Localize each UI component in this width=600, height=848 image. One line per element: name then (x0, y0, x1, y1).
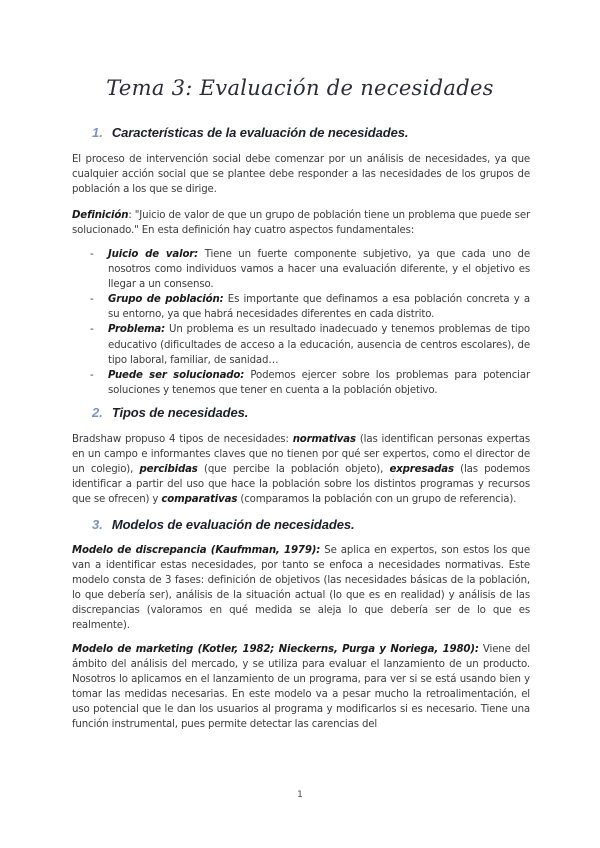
model-label: Modelo de discrepancia (Kaufmman, 1979): (72, 545, 321, 556)
section-title: Modelos de evaluación de necesidades. (111, 517, 355, 532)
page-number: 1 (297, 790, 303, 800)
model-text: Viene del ámbito del análisis del mercado, y se utiliza para evaluar el lanzamiento de un producto. Nosotros lo aplicamos en el lanzamiento de un programa, para ver si se está usando bien y tomar las medidas necesarias. En este modelo va a pesar mucho la retroalimentación, el uso potencial que le dan los usuarios al programa y modificarlos si es necesario. Tiene una función instrumental, pues permite detectar las carencias del (72, 644, 531, 731)
model-marketing-paragraph (72, 642, 530, 733)
need-type-expresadas: expresadas (389, 464, 454, 476)
types-text: (comparamos la población con un grupo de referencia). (237, 494, 517, 506)
dash-bullet: - (90, 369, 94, 381)
aspect-term: Problema: (108, 324, 166, 336)
dash-bullet: - (90, 249, 94, 260)
definition-label: Definición (72, 210, 129, 221)
types-text: Bradshaw propuso 4 tipos de necesidades: (72, 434, 293, 445)
section-number: 2. (92, 405, 103, 420)
aspect-text: Un problema es un resultado inadecuado y tenemos problemas de tipo educativo (dificultades de acceso a la educación, ausencia de centros escolares), de tipo laboral, familiar, de sanidad… (108, 324, 530, 366)
definition-text: : "Juicio de valor de que un grupo de población tiene un problema que puede ser solucionado." En esta definición hay cuatro aspectos fundamentales: (72, 210, 530, 237)
section-title: Características de la evaluación de necesidades. (111, 125, 409, 140)
aspect-term: Grupo de población: (108, 294, 224, 306)
section-heading-3 (92, 517, 355, 532)
types-text: (que percibe la población objeto), (197, 464, 390, 476)
aspects-list (90, 247, 530, 398)
aspect-text: Es importante que definamos a esa población concreta y a su entorno, ya que habrá necesidades diferentes en cada distrito. (108, 294, 530, 321)
aspect-term: Puede ser solucionado: (108, 369, 245, 381)
need-type-percibidas: percibidas (139, 464, 198, 476)
list-item (90, 292, 530, 322)
types-paragraph (72, 432, 530, 507)
list-item (90, 368, 530, 398)
section-heading-1 (92, 125, 408, 140)
intro-paragraph: El proceso de intervención social debe comenzar por un análisis de necesidades, ya que cualquier acción social que se plantee debe responder a las necesidades de los grupos de población a los que se dirige. (72, 154, 530, 196)
types-text: (las podemos identificar a partir del uso que hace la población sobre los distintos programas y recursos que se ofrecen) y (72, 464, 530, 506)
section-heading-2 (92, 405, 248, 420)
page-title: Tema 3: Evaluación de necesidades (106, 76, 494, 100)
model-text: Se aplica en expertos, son estos los que van a identificar estas necesidades, por tanto se enfoca a necesidades normativas. Este modelo consta de 3 fases: definición de objetivos (las necesidades básicas de la población, lo que debería ser), análisis de la situación actual (lo que es en realidad) y análisis de las discrepancias (valoramos en qué medida se aleja lo que debería ser de lo que es realmente). (72, 545, 530, 632)
section-number: 3. (92, 517, 103, 532)
section-number: 1. (92, 125, 103, 140)
definition-paragraph (72, 208, 530, 238)
model-label: Modelo de marketing (Kotler, 1982; Nieckerns, Purga y Noriega, 1980): (72, 644, 479, 655)
list-item (90, 322, 530, 367)
aspect-text: Tiene un fuerte componente subjetivo, ya que cada uno de nosotros como individuos vamos a hacer una evaluación diferente, y el objetivo es llegar a un consenso. (108, 249, 530, 291)
list-item (90, 247, 530, 292)
section-title: Tipos de necesidades. (111, 405, 249, 420)
aspect-text: Podemos ejercer sobre los problemas para potenciar soluciones y tenemos que tener en cuenta a la población objetivo. (108, 369, 530, 396)
model-discrepancy-paragraph (72, 543, 530, 634)
need-type-comparativas: comparativas (161, 494, 238, 506)
dash-bullet: - (90, 294, 94, 306)
types-text: (las identifican personas expertas en un campo e informantes claves que no tienen por qué ser expertos, como el director de un colegio), (72, 434, 530, 476)
aspect-term: Juicio de valor: (108, 249, 199, 260)
need-type-normativas: normativas (292, 434, 356, 445)
dash-bullet: - (90, 324, 94, 336)
